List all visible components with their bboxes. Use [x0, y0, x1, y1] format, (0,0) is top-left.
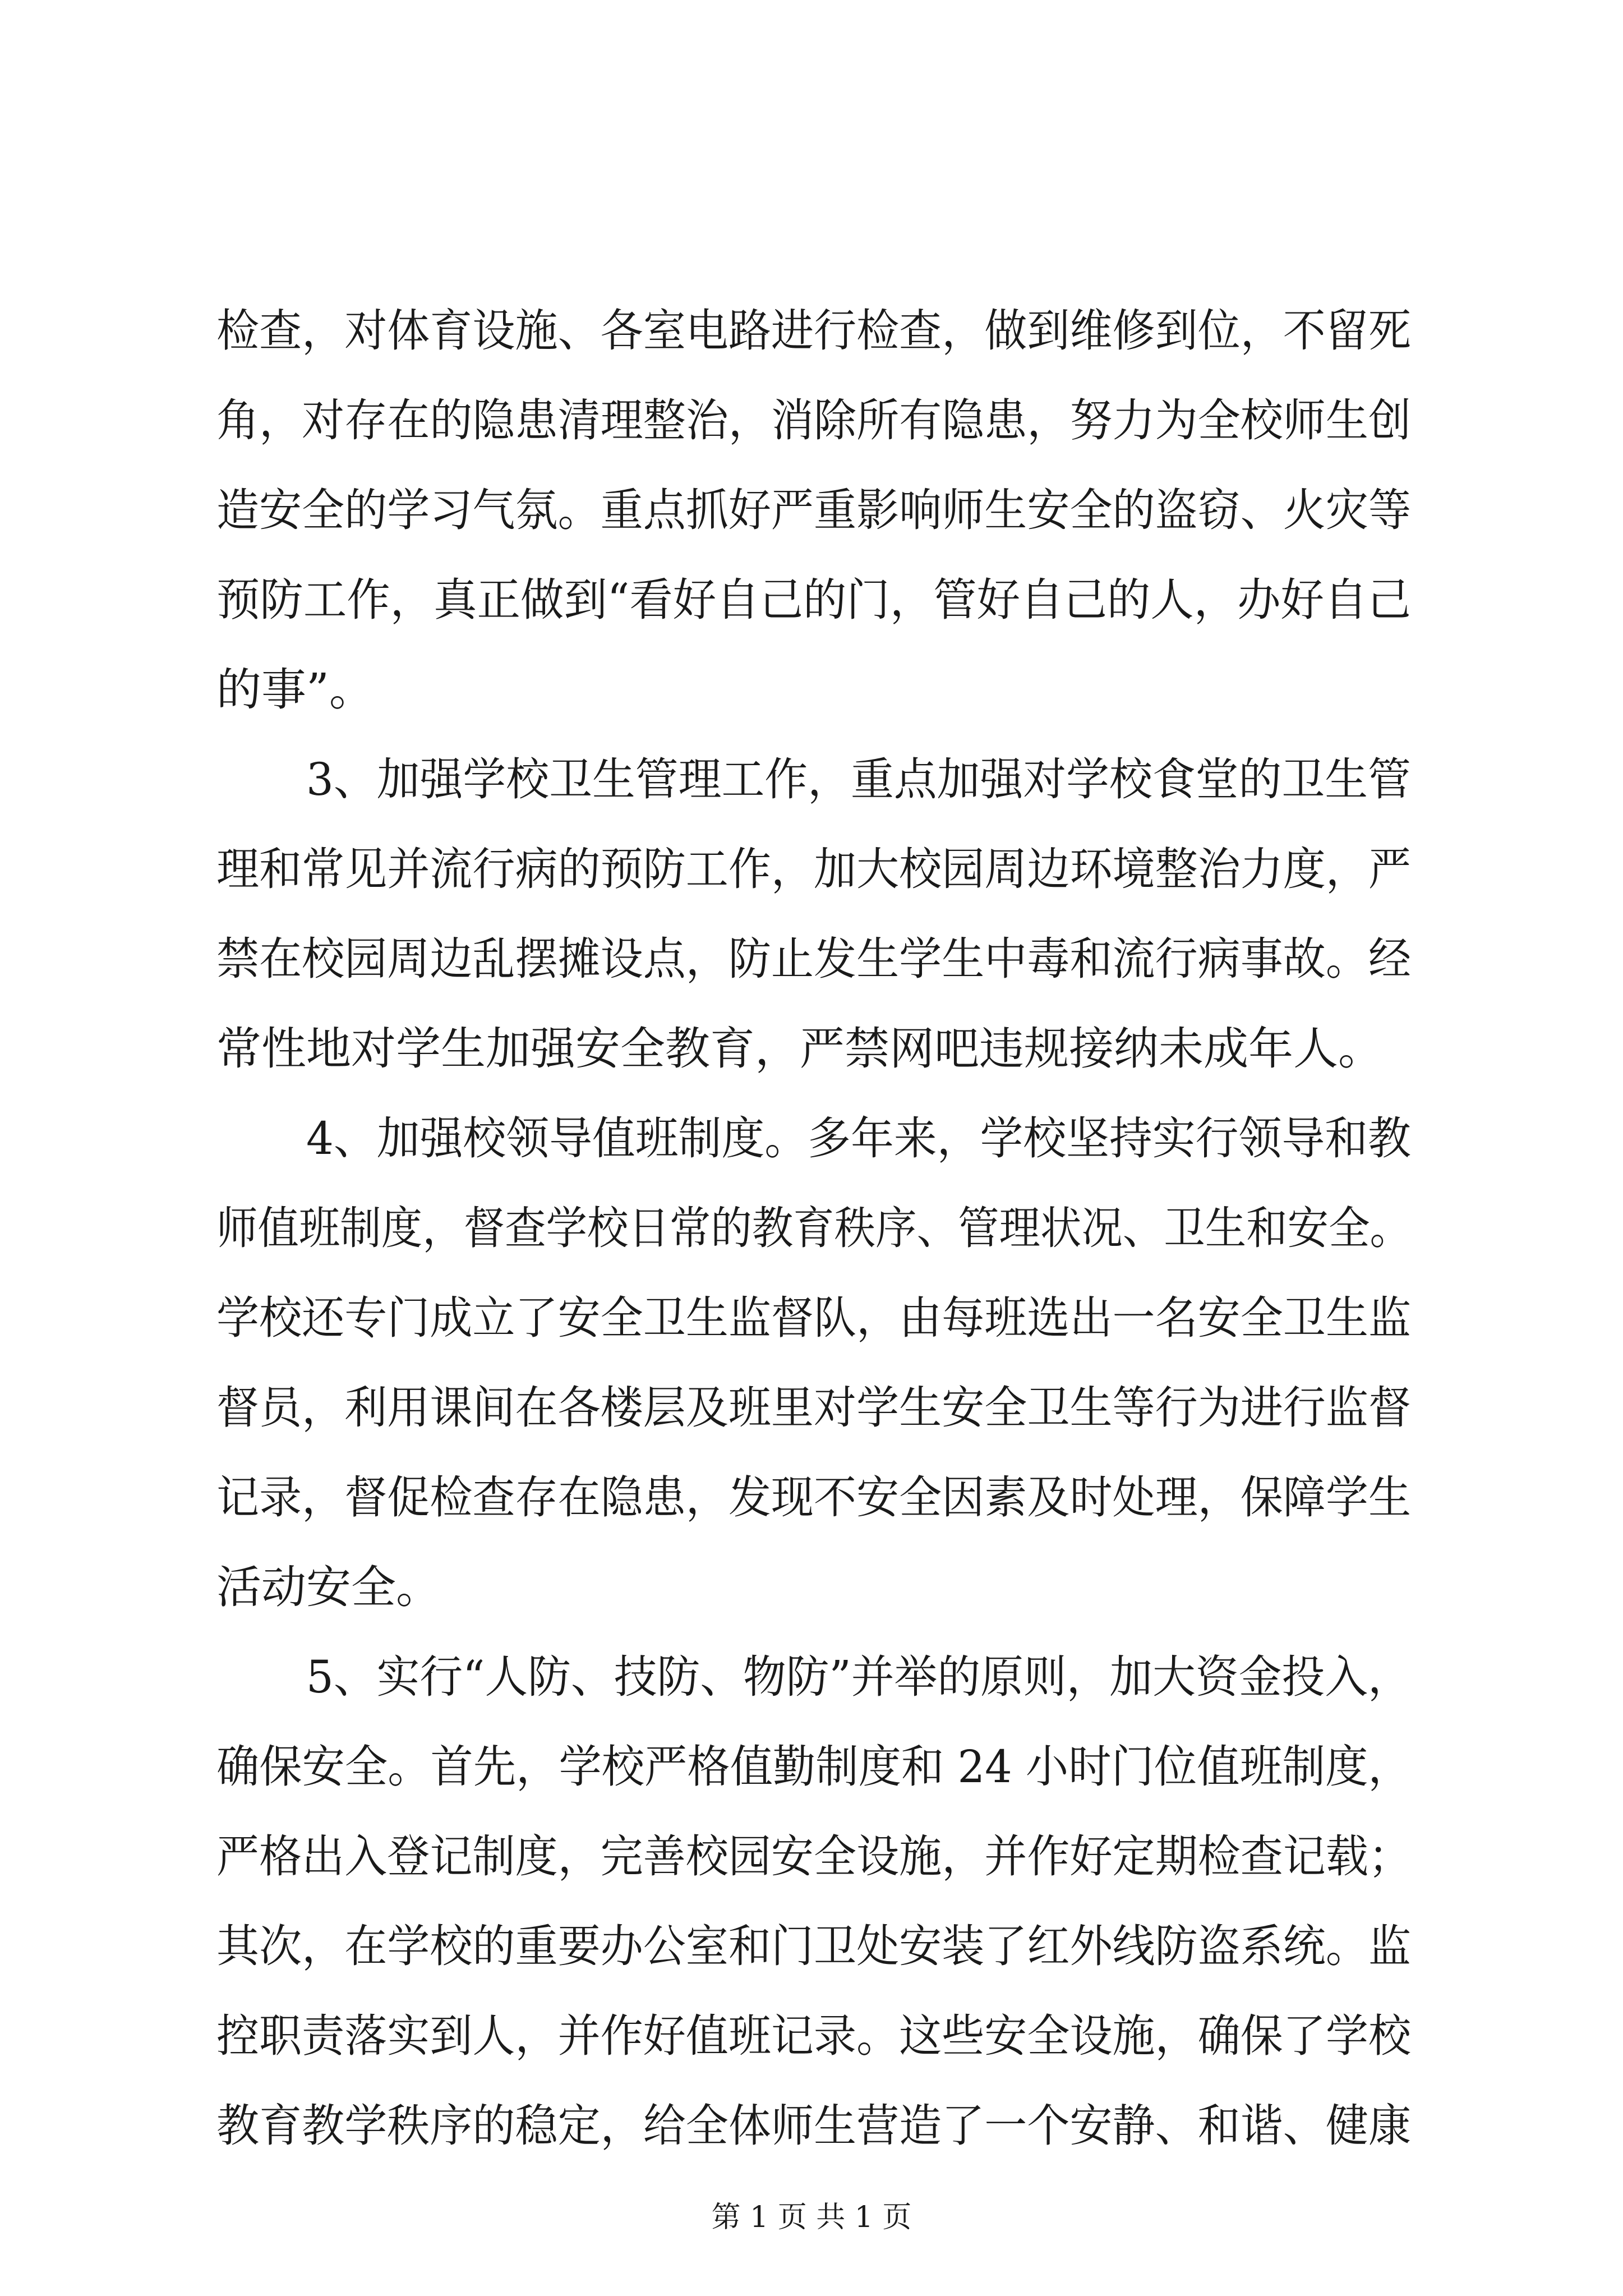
text-line: 的事”。 [216, 664, 374, 716]
text-line: 造安全的学习气氛。重点抓好严重影响师生安全的盗窃、火灾等 [216, 484, 1412, 536]
text-line: 检查，对体育设施、各室电路进行检查，做到维修到位，不留死 [216, 305, 1412, 357]
text-line: 学校还专门成立了安全卫生监督队，由每班选出一名安全卫生监 [216, 1292, 1412, 1344]
paragraph-first-line: 3、加强学校卫生管理工作，重点加强对学校食堂的卫生管 [306, 753, 1411, 806]
text-line: 其次，在学校的重要办公室和门卫处安装了红外线防盗系统。监 [216, 1920, 1412, 1972]
text-line: 督员，利用课间在各楼层及班里对学生安全卫生等行为进行监督 [216, 1382, 1412, 1434]
text-line: 师值班制度，督查学校日常的教育秩序、管理状况、卫生和安全。 [216, 1202, 1411, 1254]
text-line: 禁在校园周边乱摆摊设点，防止发生学生中毒和流行病事故。经 [216, 933, 1412, 985]
text-line: 角，对存在的隐患清理整治，消除所有隐患，努力为全校师生创 [216, 394, 1412, 447]
paragraph-first-line: 4、加强校领导值班制度。多年来，学校坚持实行领导和教 [306, 1112, 1411, 1165]
text-line: 确保安全。首先，学校严格值勤制度和 24 小时门位值班制度， [216, 1741, 1411, 1793]
text-line: 常性地对学生加强安全教育，严禁网吧违规接纳未成年人。 [216, 1023, 1383, 1075]
text-line: 教育教学秩序的稳定，给全体师生营造了一个安静、和谐、健康 [216, 2100, 1412, 2152]
text-line: 理和常见并流行病的预防工作，加大校园周边环境整治力度，严 [216, 843, 1412, 895]
text-line: 预防工作，真正做到“看好自己的门，管好自己的人，办好自己 [216, 574, 1411, 626]
text-line: 严格出入登记制度，完善校园安全设施，并作好定期检查记载； [216, 1830, 1412, 1883]
paragraph-first-line: 5、实行“人防、技防、物防”并举的原则，加大资金投入， [306, 1651, 1411, 1703]
page-number-footer: 第 1 页 共 1 页 [711, 2201, 912, 2234]
text-line: 控职责落实到人，并作好值班记录。这些安全设施，确保了学校 [216, 2010, 1412, 2062]
text-line: 活动安全。 [216, 1561, 441, 1613]
text-line: 记录，督促检查存在隐患，发现不安全因素及时处理，保障学生 [216, 1471, 1412, 1524]
